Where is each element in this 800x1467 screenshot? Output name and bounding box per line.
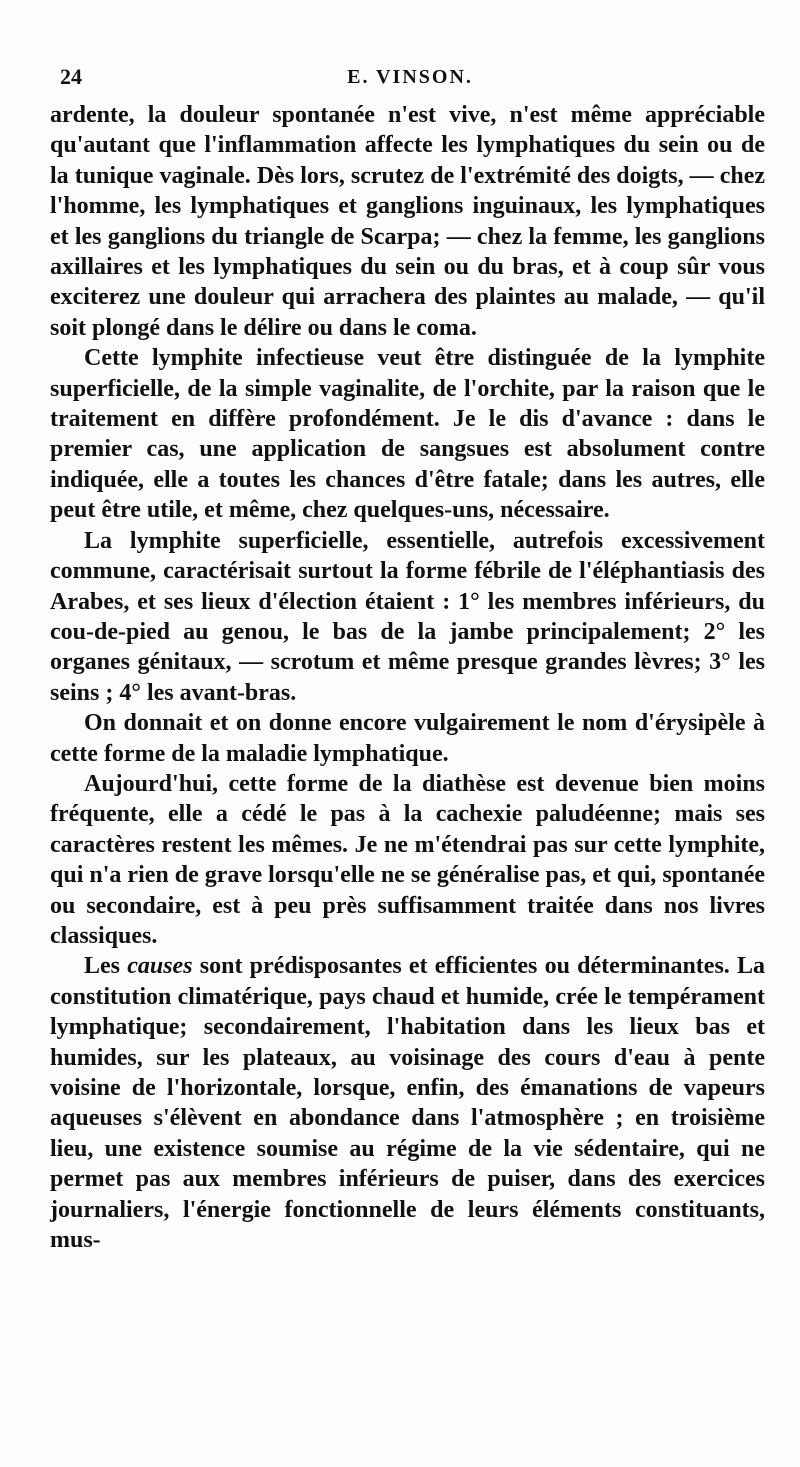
paragraph-text: sont prédisposantes et efficientes ou déterminantes. La constitution climatérique, pays chaud et humide, crée le tempérament lymphatique; secondairement, l'habitation dans les lieux bas et humides, sur les plateaux, au voisinage des cours d'eau à pente voisine de l'horizontale, lorsque, enfin, des émanations de vapeurs aqueuses s'élèvent en abondance dans l'atmosphère ; en troisième lieu, une existence soumise au régime de la vie sédentaire, qui ne permet pas aux membres inférieurs de puiser, dans des exercices journaliers, l'énergie fonctionnelle de leurs éléments constituants, mus- (50, 953, 766, 1254)
paragraph-text: Aujourd'hui, cette forme de la diathèse est devenue bien moins fréquente, elle a cédé le pas à la cachexie paludéenne; mais ses caractères restent les mêmes. Je ne m'étendrai pas sur cette lymphite, qui n'a rien de grave lorsqu'elle ne se généralise pas, et qui, spontanée ou secondaire, est à peu près suffisamment traitée dans nos livres classiques. (50, 770, 765, 949)
page-number: 24 (60, 64, 82, 89)
paragraph (50, 708, 765, 769)
paragraph (50, 100, 765, 343)
paragraph-text: La lymphite superficielle, essentielle, autrefois excessivement commune, caractérisait surtout la forme fébrile de l'éléphantiasis des Arabes, et ses lieux d'élection étaient : 1° les membres inférieurs, du cou-de-pied au genou, le bas de la jambe principalement; 2° les organes génitaux, — scrotum et même presque grandes lèvres; 3° les seins ; 4° les avant-bras. (50, 527, 765, 706)
paragraph (50, 951, 765, 1255)
paragraph-text: Les (84, 953, 128, 980)
running-head: E. VINSON. (347, 66, 473, 88)
paragraph (50, 343, 765, 525)
body-text (50, 100, 765, 1255)
page-header (60, 64, 760, 96)
paragraph-text: Cette lymphite infectieuse veut être distinguée de la lymphite superficielle, de la simple vaginalite, de l'orchite, par la raison que le traitement en diffère profondément. Je le dis d'avance : dans le premier cas, une application de sangsues est absolument contre indiquée, elle a toutes les chances d'être fatale; dans les autres, elle peut être utile, et même, chez quelques-uns, nécessaire. (50, 345, 765, 524)
paragraph-text: ardente, la douleur spontanée n'est vive, n'est même appréciable qu'autant que l'inflammation affecte les lymphatiques du sein ou de la tunique vaginale. Dès lors, scrutez de l'extrémité des doigts, — chez l'homme, les lymphatiques et ganglions inguinaux, les lymphatiques et les ganglions du triangle de Scarpa; — chez la femme, les ganglions axillaires et les lymphatiques du sein ou du bras, et à coup sûr vous exciterez une douleur qui arrachera des plaintes au malade, — qu'il soit plongé dans le délire ou dans le coma. (50, 102, 765, 341)
paragraph-text: On donnait et on donne encore vulgairement le nom d'érysipèle à cette forme de la maladie lymphatique. (50, 710, 765, 767)
paragraph (50, 769, 765, 951)
paragraph (50, 526, 765, 708)
italic-term: causes (127, 953, 193, 980)
